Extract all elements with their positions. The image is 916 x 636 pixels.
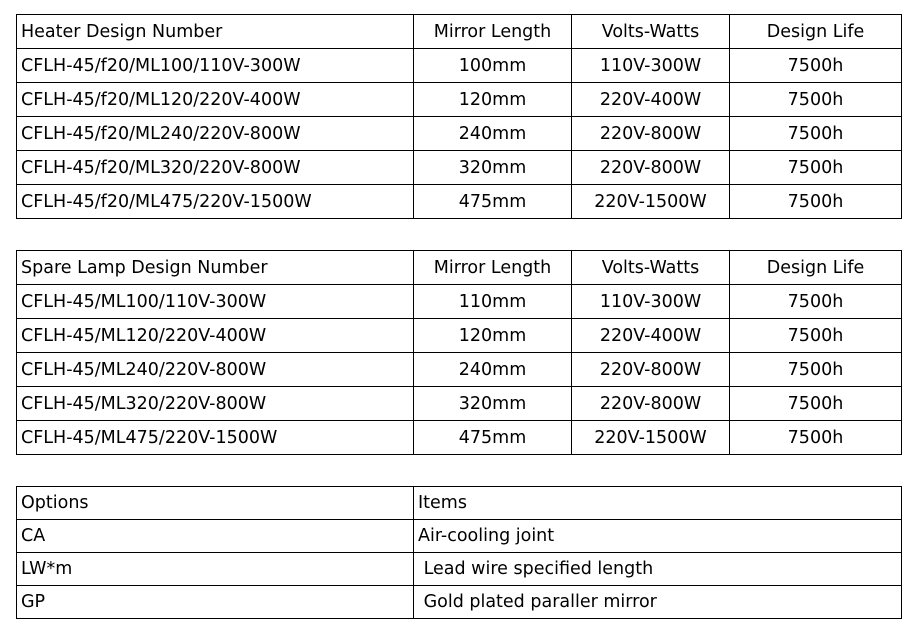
- table-row: [17, 421, 902, 455]
- options-table: [16, 486, 902, 619]
- cell-mirror-length: 240mm: [414, 117, 572, 151]
- cell-volts-watts: 220V-800W: [572, 151, 730, 185]
- cell-design-number: CFLH-45/f20/ML240/220V-800W: [17, 117, 414, 151]
- table-row: [17, 586, 902, 619]
- cell-design-number: CFLH-45/f20/ML475/220V-1500W: [17, 185, 414, 219]
- cell-design-number: CFLH-45/f20/ML100/110V-300W: [17, 49, 414, 83]
- cell-design-life: 7500h: [730, 117, 902, 151]
- heater-design-table: [16, 14, 902, 219]
- table-header-row: [17, 251, 902, 285]
- cell-volts-watts: 110V-300W: [572, 49, 730, 83]
- cell-option-code: GP: [17, 586, 414, 619]
- cell-option-code: LW*m: [17, 553, 414, 586]
- table-row: [17, 387, 902, 421]
- cell-mirror-length: 475mm: [414, 421, 572, 455]
- cell-volts-watts: 220V-800W: [572, 387, 730, 421]
- cell-design-number: CFLH-45/f20/ML120/220V-400W: [17, 83, 414, 117]
- table-row: [17, 185, 902, 219]
- cell-design-number: CFLH-45/ML475/220V-1500W: [17, 421, 414, 455]
- cell-design-number: CFLH-45/ML240/220V-800W: [17, 353, 414, 387]
- cell-option-item: Lead wire specified length: [414, 553, 902, 586]
- cell-design-life: 7500h: [730, 151, 902, 185]
- table-row: [17, 83, 902, 117]
- header-design-life: Design Life: [730, 251, 902, 285]
- cell-design-life: 7500h: [730, 353, 902, 387]
- cell-volts-watts: 110V-300W: [572, 285, 730, 319]
- cell-option-code: CA: [17, 520, 414, 553]
- spare-lamp-table: [16, 250, 902, 455]
- header-mirror-length: Mirror Length: [414, 251, 572, 285]
- cell-volts-watts: 220V-1500W: [572, 421, 730, 455]
- cell-design-number: CFLH-45/ML100/110V-300W: [17, 285, 414, 319]
- table-row: [17, 319, 902, 353]
- table-row: [17, 285, 902, 319]
- cell-design-life: 7500h: [730, 421, 902, 455]
- table-header-row: [17, 15, 902, 49]
- cell-design-life: 7500h: [730, 387, 902, 421]
- cell-mirror-length: 320mm: [414, 387, 572, 421]
- cell-volts-watts: 220V-800W: [572, 117, 730, 151]
- cell-volts-watts: 220V-400W: [572, 319, 730, 353]
- cell-design-number: CFLH-45/f20/ML320/220V-800W: [17, 151, 414, 185]
- table-row: [17, 117, 902, 151]
- table-row: [17, 353, 902, 387]
- header-volts-watts: Volts-Watts: [572, 15, 730, 49]
- cell-volts-watts: 220V-400W: [572, 83, 730, 117]
- table-row: [17, 553, 902, 586]
- cell-volts-watts: 220V-1500W: [572, 185, 730, 219]
- header-mirror-length: Mirror Length: [414, 15, 572, 49]
- cell-mirror-length: 475mm: [414, 185, 572, 219]
- cell-design-number: CFLH-45/ML120/220V-400W: [17, 319, 414, 353]
- cell-option-item: Air-cooling joint: [414, 520, 902, 553]
- header-design-number: Heater Design Number: [17, 15, 414, 49]
- cell-design-life: 7500h: [730, 49, 902, 83]
- table-header-row: [17, 487, 902, 520]
- table-row: [17, 151, 902, 185]
- cell-mirror-length: 120mm: [414, 83, 572, 117]
- cell-design-life: 7500h: [730, 319, 902, 353]
- cell-option-item: Gold plated paraller mirror: [414, 586, 902, 619]
- cell-mirror-length: 320mm: [414, 151, 572, 185]
- cell-mirror-length: 120mm: [414, 319, 572, 353]
- cell-design-life: 7500h: [730, 83, 902, 117]
- cell-design-life: 7500h: [730, 285, 902, 319]
- cell-mirror-length: 100mm: [414, 49, 572, 83]
- header-design-life: Design Life: [730, 15, 902, 49]
- header-options: Options: [17, 487, 414, 520]
- header-items: Items: [414, 487, 902, 520]
- cell-mirror-length: 110mm: [414, 285, 572, 319]
- cell-design-number: CFLH-45/ML320/220V-800W: [17, 387, 414, 421]
- header-volts-watts: Volts-Watts: [572, 251, 730, 285]
- header-spare-design-number: Spare Lamp Design Number: [17, 251, 414, 285]
- table-row: [17, 520, 902, 553]
- cell-volts-watts: 220V-800W: [572, 353, 730, 387]
- table-row: [17, 49, 902, 83]
- cell-design-life: 7500h: [730, 185, 902, 219]
- cell-mirror-length: 240mm: [414, 353, 572, 387]
